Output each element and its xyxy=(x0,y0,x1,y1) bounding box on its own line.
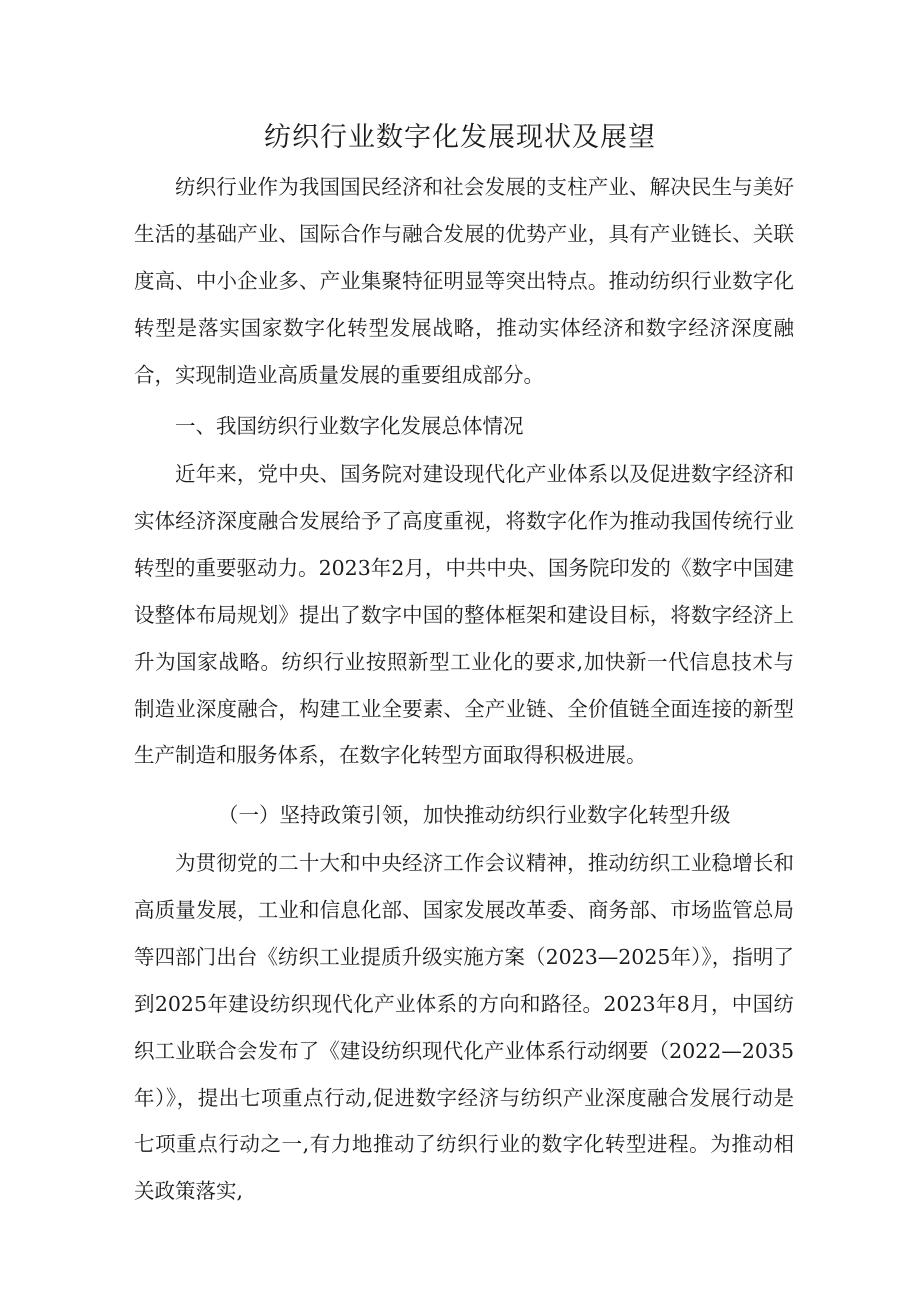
document-title: 纺织行业数字化发展现状及展望 xyxy=(264,122,656,153)
subsection-heading: （一）坚持政策引领，加快推动纺织行业数字化转型升级 xyxy=(218,803,731,827)
section-heading: 一、我国纺织行业数字化发展总体情况 xyxy=(175,414,524,438)
body-paragraph: 为贯彻党的二十大和中央经济工作会议精神，推动纺织工业稳增长和高质量发展，工业和信息化部、国家发展改革委、商务部、市场监管总局等四部门出台《纺织工业提质升级实施方案（2023—2025年）》，指明了到2025年建设纺织现代化产业体系的方向和路径。2023年8月，中国纺织工业联合会发布了《建设纺织现代化产业体系行动纲要（2022—2035年）》，提出七项重点行动,促进数字经济与纺织产业深度融合发展行动是七项重点行动之一,有力地推动了纺织行业的数字化转型进程。为推动相关政策落实, xyxy=(134,851,794,1204)
intro-paragraph: 纺织行业作为我国国民经济和社会发展的支柱产业、解决民生与美好生活的基础产业、国际合作与融合发展的优势产业，具有产业链长、关联度高、中小企业多、产业集聚特征明显等突出特点。推动纺织行业数字化转型是落实国家数字化转型发展战略，推动实体经济和数字经济深度融合，实现制造业高质量发展的重要组成部分。 xyxy=(134,175,794,387)
body-paragraph: 近年来，党中央、国务院对建设现代化产业体系以及促进数字经济和实体经济深度融合发展给予了高度重视，将数字化作为推动我国传统行业转型的重要驱动力。2023年2月，中共中央、国务院印发的《数字中国建设整体布局规划》提出了数字中国的整体框架和建设目标，将数字经济上升为国家战略。纺织行业按照新型工业化的要求,加快新一代信息技术与制造业深度融合，构建工业全要素、全产业链、全价值链全面连接的新型生产制造和服务体系，在数字化转型方面取得积极进展。 xyxy=(134,462,794,768)
